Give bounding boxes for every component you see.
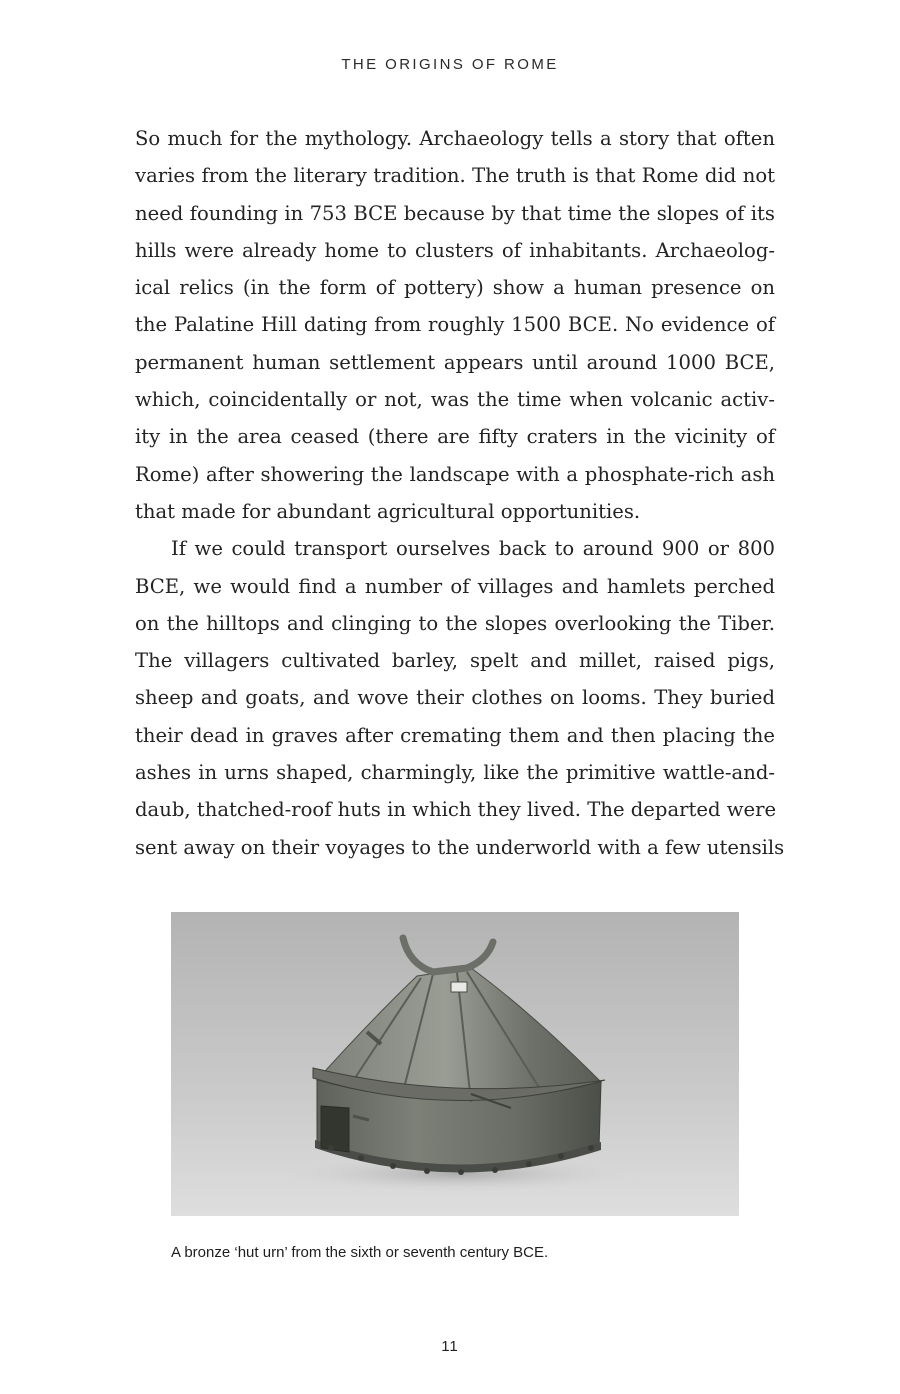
text-line: If we could transport ourselves back to around 900 or 800 [171, 537, 775, 561]
text-line: their dead in graves after cremating them and then placing the [135, 723, 775, 747]
text-line: ical relics (in the form of pottery) show a human presence on [135, 276, 775, 300]
text-line: the Palatine Hill dating from roughly 1500 BCE. No evidence of [135, 313, 775, 337]
text-line: ity in the area ceased (there are fifty craters in the vicinity of [135, 425, 775, 449]
text-line: on the hilltops and clinging to the slopes overlooking the Tiber. [135, 611, 775, 635]
text-line: ashes in urns shaped, charmingly, like the primitive wattle-and- [135, 761, 775, 785]
paragraph [135, 120, 775, 530]
text-line: permanent human settlement appears until around 1000 BCE, [135, 350, 775, 374]
text-line: sent away on their voyages to the underworld with a few utensils [135, 835, 785, 859]
page-number: 11 [441, 1338, 459, 1355]
text-line: sheep and goats, and wove their clothes on looms. They buried [135, 686, 775, 710]
hut-urn-photo [171, 912, 739, 1216]
running-head: THE ORIGINS OF ROME [341, 56, 559, 73]
paragraph [135, 530, 785, 866]
text-line: So much for the mythology. Archaeology tells a story that often [135, 127, 775, 150]
text-line: need founding in 753 BCE because by that time the slopes of its [135, 201, 775, 225]
hut-urn-illustration [171, 912, 739, 1216]
text-line: daub, thatched-roof huts in which they lived. The departed were [135, 798, 777, 822]
text-line: BCE, we would find a number of villages and hamlets perched [135, 574, 775, 598]
text-line: that made for abundant agricultural opportunities. [135, 499, 641, 523]
text-line: Rome) after showering the landscape with a phosphate-rich ash [135, 462, 775, 486]
text-line: hills were already home to clusters of inhabitants. Archaeolog- [135, 238, 775, 262]
text-line: which, coincidentally or not, was the time when volcanic activ- [135, 388, 775, 412]
figure-caption: A bronze ‘hut urn’ from the sixth or seventh century BCE. [171, 1244, 549, 1261]
text-line: varies from the literary tradition. The truth is that Rome did not [135, 164, 775, 188]
body-text [135, 120, 785, 866]
text-line: The villagers cultivated barley, spelt and millet, raised pigs, [135, 649, 775, 673]
